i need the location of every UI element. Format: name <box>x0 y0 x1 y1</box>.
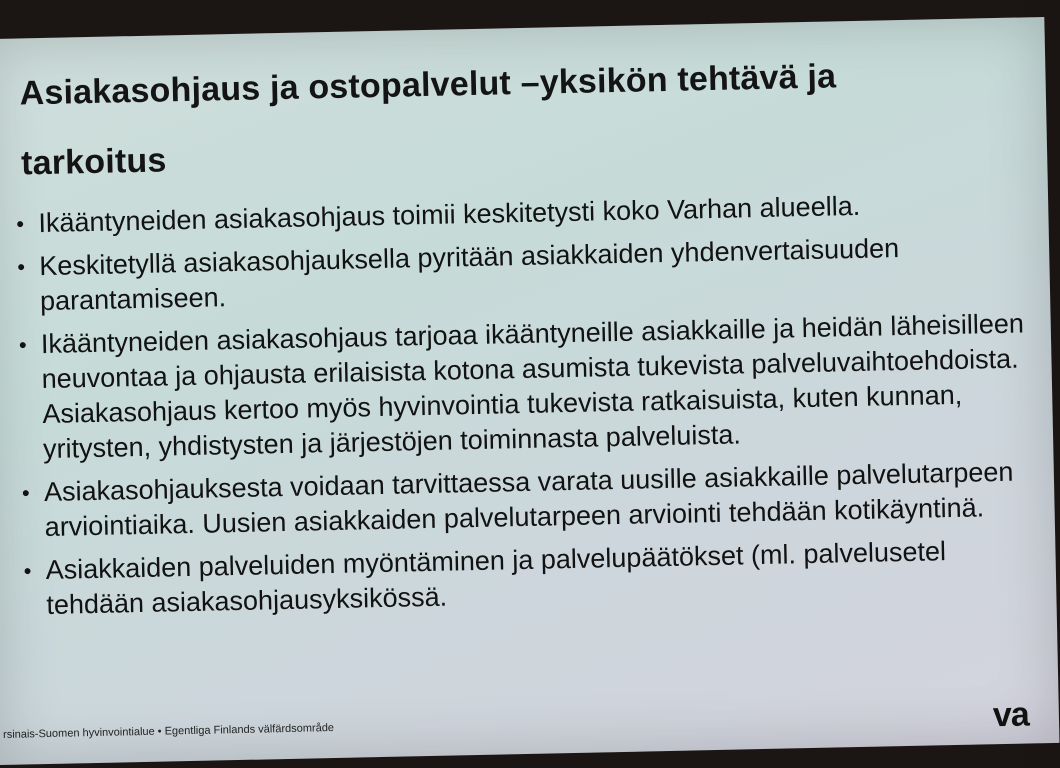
bullet-text: Asiakkaiden palveluiden myöntäminen ja palvelupäätökset (ml. palvelusetel tehdään asiakasohjausyksikössä. <box>45 536 947 621</box>
slide-footer: rsinais-Suomen hyvinvointialue • Egentliga Finlands välfärdsområde <box>2 722 335 741</box>
bullet-dot: • <box>21 480 30 506</box>
bullet-item <box>17 228 1028 319</box>
bullet-item <box>22 454 1033 545</box>
bullet-dot: • <box>16 211 25 237</box>
slide-title: Asiakasohjaus ja ostopalvelut –yksikön tehtävä ja tarkoitus <box>19 57 837 183</box>
bullet-list <box>16 185 1035 631</box>
bullet-dot: • <box>23 558 32 584</box>
bullet-text: Keskitetyllä asiakasohjauksella pyritään asiakkaiden yhdenvertaisuuden parantamiseen. <box>38 233 900 317</box>
projected-slide <box>0 17 1059 765</box>
organization-logo: va <box>992 695 1030 735</box>
bullet-dot: • <box>17 254 26 280</box>
bullet-text: Ikääntyneiden asiakasohjaus toimii keskitetysti koko Varhan alueella. <box>38 190 861 239</box>
bullet-dot: • <box>18 332 27 358</box>
bullet-text: Ikääntyneiden asiakasohjaus tarjoaa ikääntyneille asiakkaille ja heidän läheisilleen neuvontaa ja ohjausta erilaisista kotona asumista tukevista palveluvaihtoehdoista. Asiakasohjaus kertoo myös hyvinvointia tukevista ratkaisuista, kuten kunnan, yritysten, yhdistysten ja järjestöjen toiminnasta palveluista. <box>40 308 1025 465</box>
bullet-item <box>19 306 1032 467</box>
bullet-text: Asiakasohjauksesta voidaan tarvittaessa varata uusille asiakkaille palvelutarpeen arviointiaika. Uusien asiakkaiden palvelutarpeen arviointi tehdään kotikäyntinä. <box>43 456 1014 543</box>
bullet-item <box>23 532 1034 623</box>
